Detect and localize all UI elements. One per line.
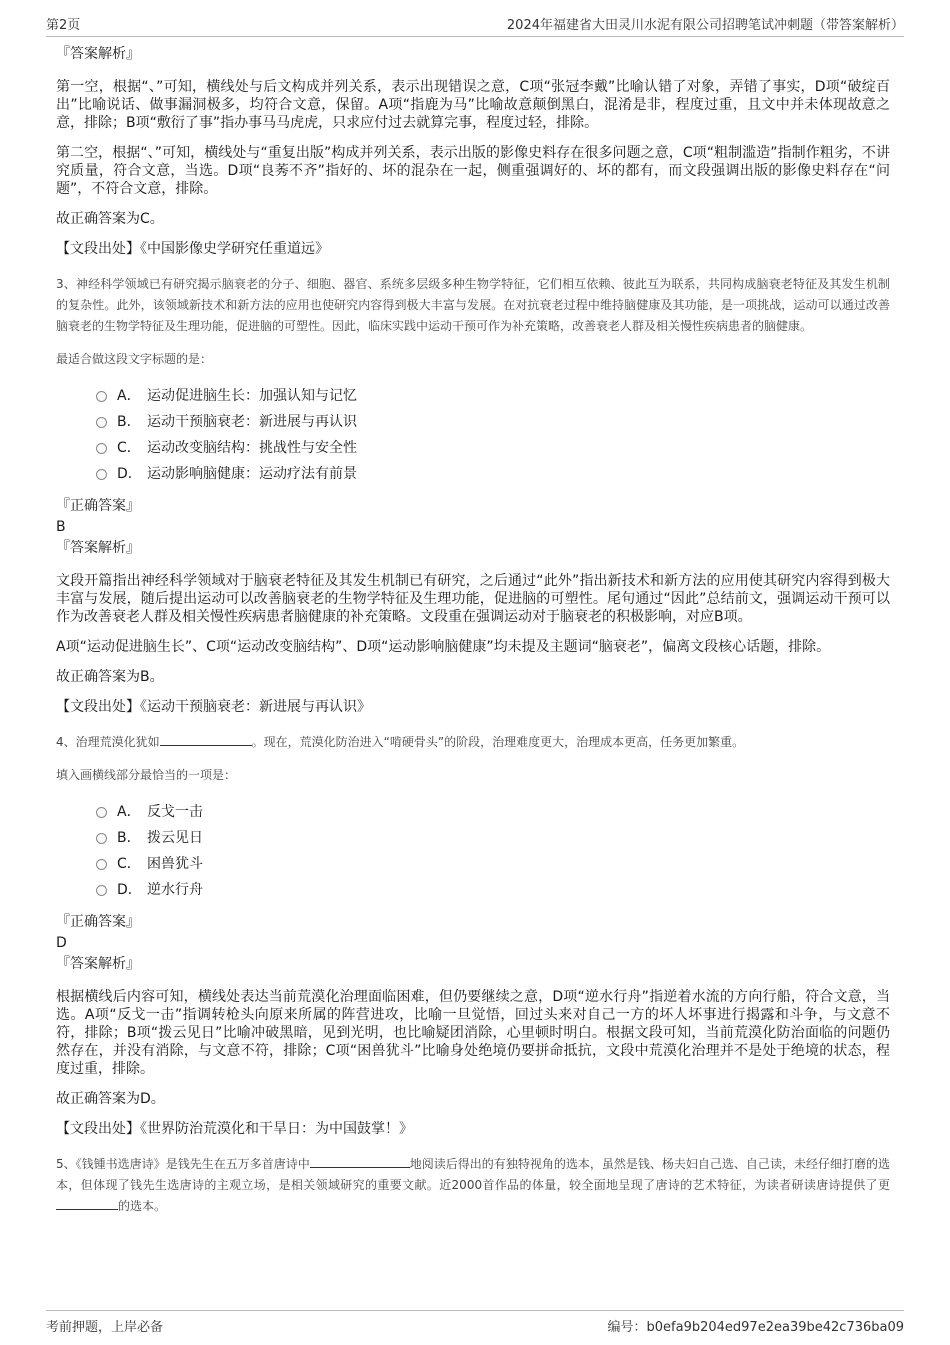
document-id: 编号：b0efa9b204ed97e2ea39be42c736ba09 xyxy=(607,1320,904,1335)
q4-option-d[interactable]: D． 逆水行舟 xyxy=(96,876,890,902)
q4-source: 【文段出处】《世界防治荒漠化和干旱日：为中国鼓掌！》 xyxy=(56,1121,413,1137)
analysis-label: 『答案解析』 xyxy=(56,956,140,972)
fill-blank xyxy=(160,733,252,746)
analysis-label: 『答案解析』 xyxy=(56,540,140,556)
q4-option-c[interactable]: C． 困兽犹斗 xyxy=(96,850,890,876)
q2-analysis-paragraph: 第二空，根据“、”可知，横线处与“重复出版”构成并列关系，表示出版的影像史料存在很多问题之意，C项“粗制滥造”指制作粗劣，不讲究质量，符合文意，当选。D项“良莠不齐”指好的、坏的混杂在一起，侧重强调好的、坏的都有，而文段强调出版的影像史料存在“问题”，不符合文意，排除。 xyxy=(56,145,890,197)
q2-source: 【文段出处】《中国影像史学研究任重道远》 xyxy=(56,241,329,257)
radio-icon[interactable] xyxy=(96,469,107,480)
page-header xyxy=(46,14,904,37)
analysis-label: 『答案解析』 xyxy=(56,46,140,62)
q3-options xyxy=(96,382,890,486)
radio-icon[interactable] xyxy=(96,885,107,896)
q2-analysis-paragraph: 第一空，根据“、”可知，横线处与后文构成并列关系，表示出现错误之意，C项“张冠李戴”比喻认错了对象，弄错了事实，D项“破绽百出”比喻说话、做事漏洞极多，均符合文意，保留。A项“指鹿为马”比喻故意颠倒黑白，混淆是非，程度过重，且文中并未体现故意之意，排除；B项“敷衍了事”指办事马马虎虎，只求应付过去就算完事，程度过轻，排除。 xyxy=(56,79,890,131)
radio-icon[interactable] xyxy=(96,807,107,818)
radio-icon[interactable] xyxy=(96,859,107,870)
q4-analysis-paragraph: 根据横线后内容可知，横线处表达当前荒漠化治理面临困难，但仍要继续之意，D项“逆水行舟”指逆着水流的方向行船，符合文意，当选。A项“反戈一击”指调转枪头向原来所属的阵营进攻，比喻一旦觉悟，回过头来对自己一方的坏人坏事进行揭露和斗争，与文意不符，排除；B项“拨云见日”比喻冲破黑暗，见到光明，也比喻疑团消除，心里顿时明白。根据文段可知，当前荒漠化防治面临的问题仍然存在，并没有消除，与文意不符，排除；C项“困兽犹斗”比喻身处绝境仍要拼命抵抗，文段中荒漠化治理并不是处于绝境的状态，程度过重，排除。 xyxy=(56,989,890,1077)
q3-conclusion: 故正确答案为B。 xyxy=(56,669,164,685)
correct-answer-label: 『正确答案』 xyxy=(56,914,140,930)
q4-prompt: 填入画横线部分最恰当的一项是： xyxy=(56,768,237,782)
fill-blank xyxy=(56,1197,118,1210)
radio-icon[interactable] xyxy=(96,833,107,844)
q3-analysis-paragraph: 文段开篇指出神经科学领域对于脑衰老特征及其发生机制已有研究，之后通过“此外”指出新技术和新方法的应用使其研究内容得到极大丰富与发展，随后提出运动可以改善脑衰老的生物学特征及生理功能，促进脑的可塑性。尾句通过“因此”总结前文，强调运动干预可以作为改善衰老人群及相关慢性疾病患者脑健康的补充策略。文段重在强调运动对于脑衰老的积极影响，对应B项。 xyxy=(56,573,890,625)
q4-option-a[interactable]: A． 反戈一击 xyxy=(96,798,890,824)
radio-icon[interactable] xyxy=(96,443,107,454)
radio-icon[interactable] xyxy=(96,417,107,428)
correct-answer-label: 『正确答案』 xyxy=(56,498,140,514)
q5-stem: 5、《钱锺书选唐诗》是钱先生在五万多首唐诗中 地阅读后得出的有独特视角的选本，虽然是钱、杨夫妇自己选、自己读，未经仔细打磨的选本，但体现了钱先生选唐诗的主观立场，是相关领域研究的重要文献。近2000首作品的体量，较全面地呈现了唐诗的艺术特征，为读者研读唐诗提供了更的选本。 xyxy=(56,1157,890,1213)
page-footer xyxy=(46,1310,904,1338)
fill-blank xyxy=(310,1155,410,1168)
footer-slogan: 考前押题，上岸必备 xyxy=(46,1320,164,1335)
q3-option-b[interactable]: B． 运动干预脑衰老：新进展与再认识 xyxy=(96,408,890,434)
q3-answer: B xyxy=(56,519,66,535)
page-number: 第2页 xyxy=(46,18,81,33)
q4-conclusion: 故正确答案为D。 xyxy=(56,1091,165,1107)
document-title: 2024年福建省大田灵川水泥有限公司招聘笔试冲刺题（带答案解析） xyxy=(506,18,904,33)
q3-stem: 3、神经科学领域已有研究揭示脑衰老的分子、细胞、器官、系统多层级多种生物学特征，它们相互依赖、彼此互为联系，共同构成脑衰老特征及其发生机制的复杂性。此外，该领域新技术和新方法的应用也使研究内容得到极大丰富与发展。在对抗衰老过程中维持脑健康及其功能，是一项挑战，运动可以通过改善脑衰老的生物学特征及生理功能，促进脑的可塑性。因此，临床实践中运动干预可作为补充策略，改善衰老人群及相关慢性疾病患者的脑健康。 xyxy=(56,277,890,333)
q4-option-b[interactable]: B． 拨云见日 xyxy=(96,824,890,850)
q3-option-a[interactable]: A． 运动促进脑生长：加强认知与记忆 xyxy=(96,382,890,408)
q3-source: 【文段出处】《运动干预脑衰老：新进展与再认识》 xyxy=(56,699,371,715)
q3-option-d[interactable]: D． 运动影响脑健康：运动疗法有前景 xyxy=(96,460,890,486)
q4-options xyxy=(96,798,890,902)
q3-option-c[interactable]: C． 运动改变脑结构：挑战性与安全性 xyxy=(96,434,890,460)
q3-analysis-paragraph: A项“运动促进脑生长”、C项“运动改变脑结构”、D项“运动影响脑健康”均未提及主题词“脑衰老”，偏离文段核心话题，排除。 xyxy=(56,639,831,655)
q4-answer: D xyxy=(56,935,67,951)
radio-icon[interactable] xyxy=(96,391,107,402)
q2-conclusion: 故正确答案为C。 xyxy=(56,211,164,227)
page-content xyxy=(56,44,890,1229)
q3-prompt: 最适合做这段文字标题的是： xyxy=(56,352,213,366)
q4-stem: 4、治理荒漠化犹如 。现在，荒漠化防治进入“啃硬骨头”的阶段，治理难度更大，治理成本更高，任务更加繁重。 xyxy=(56,735,745,749)
